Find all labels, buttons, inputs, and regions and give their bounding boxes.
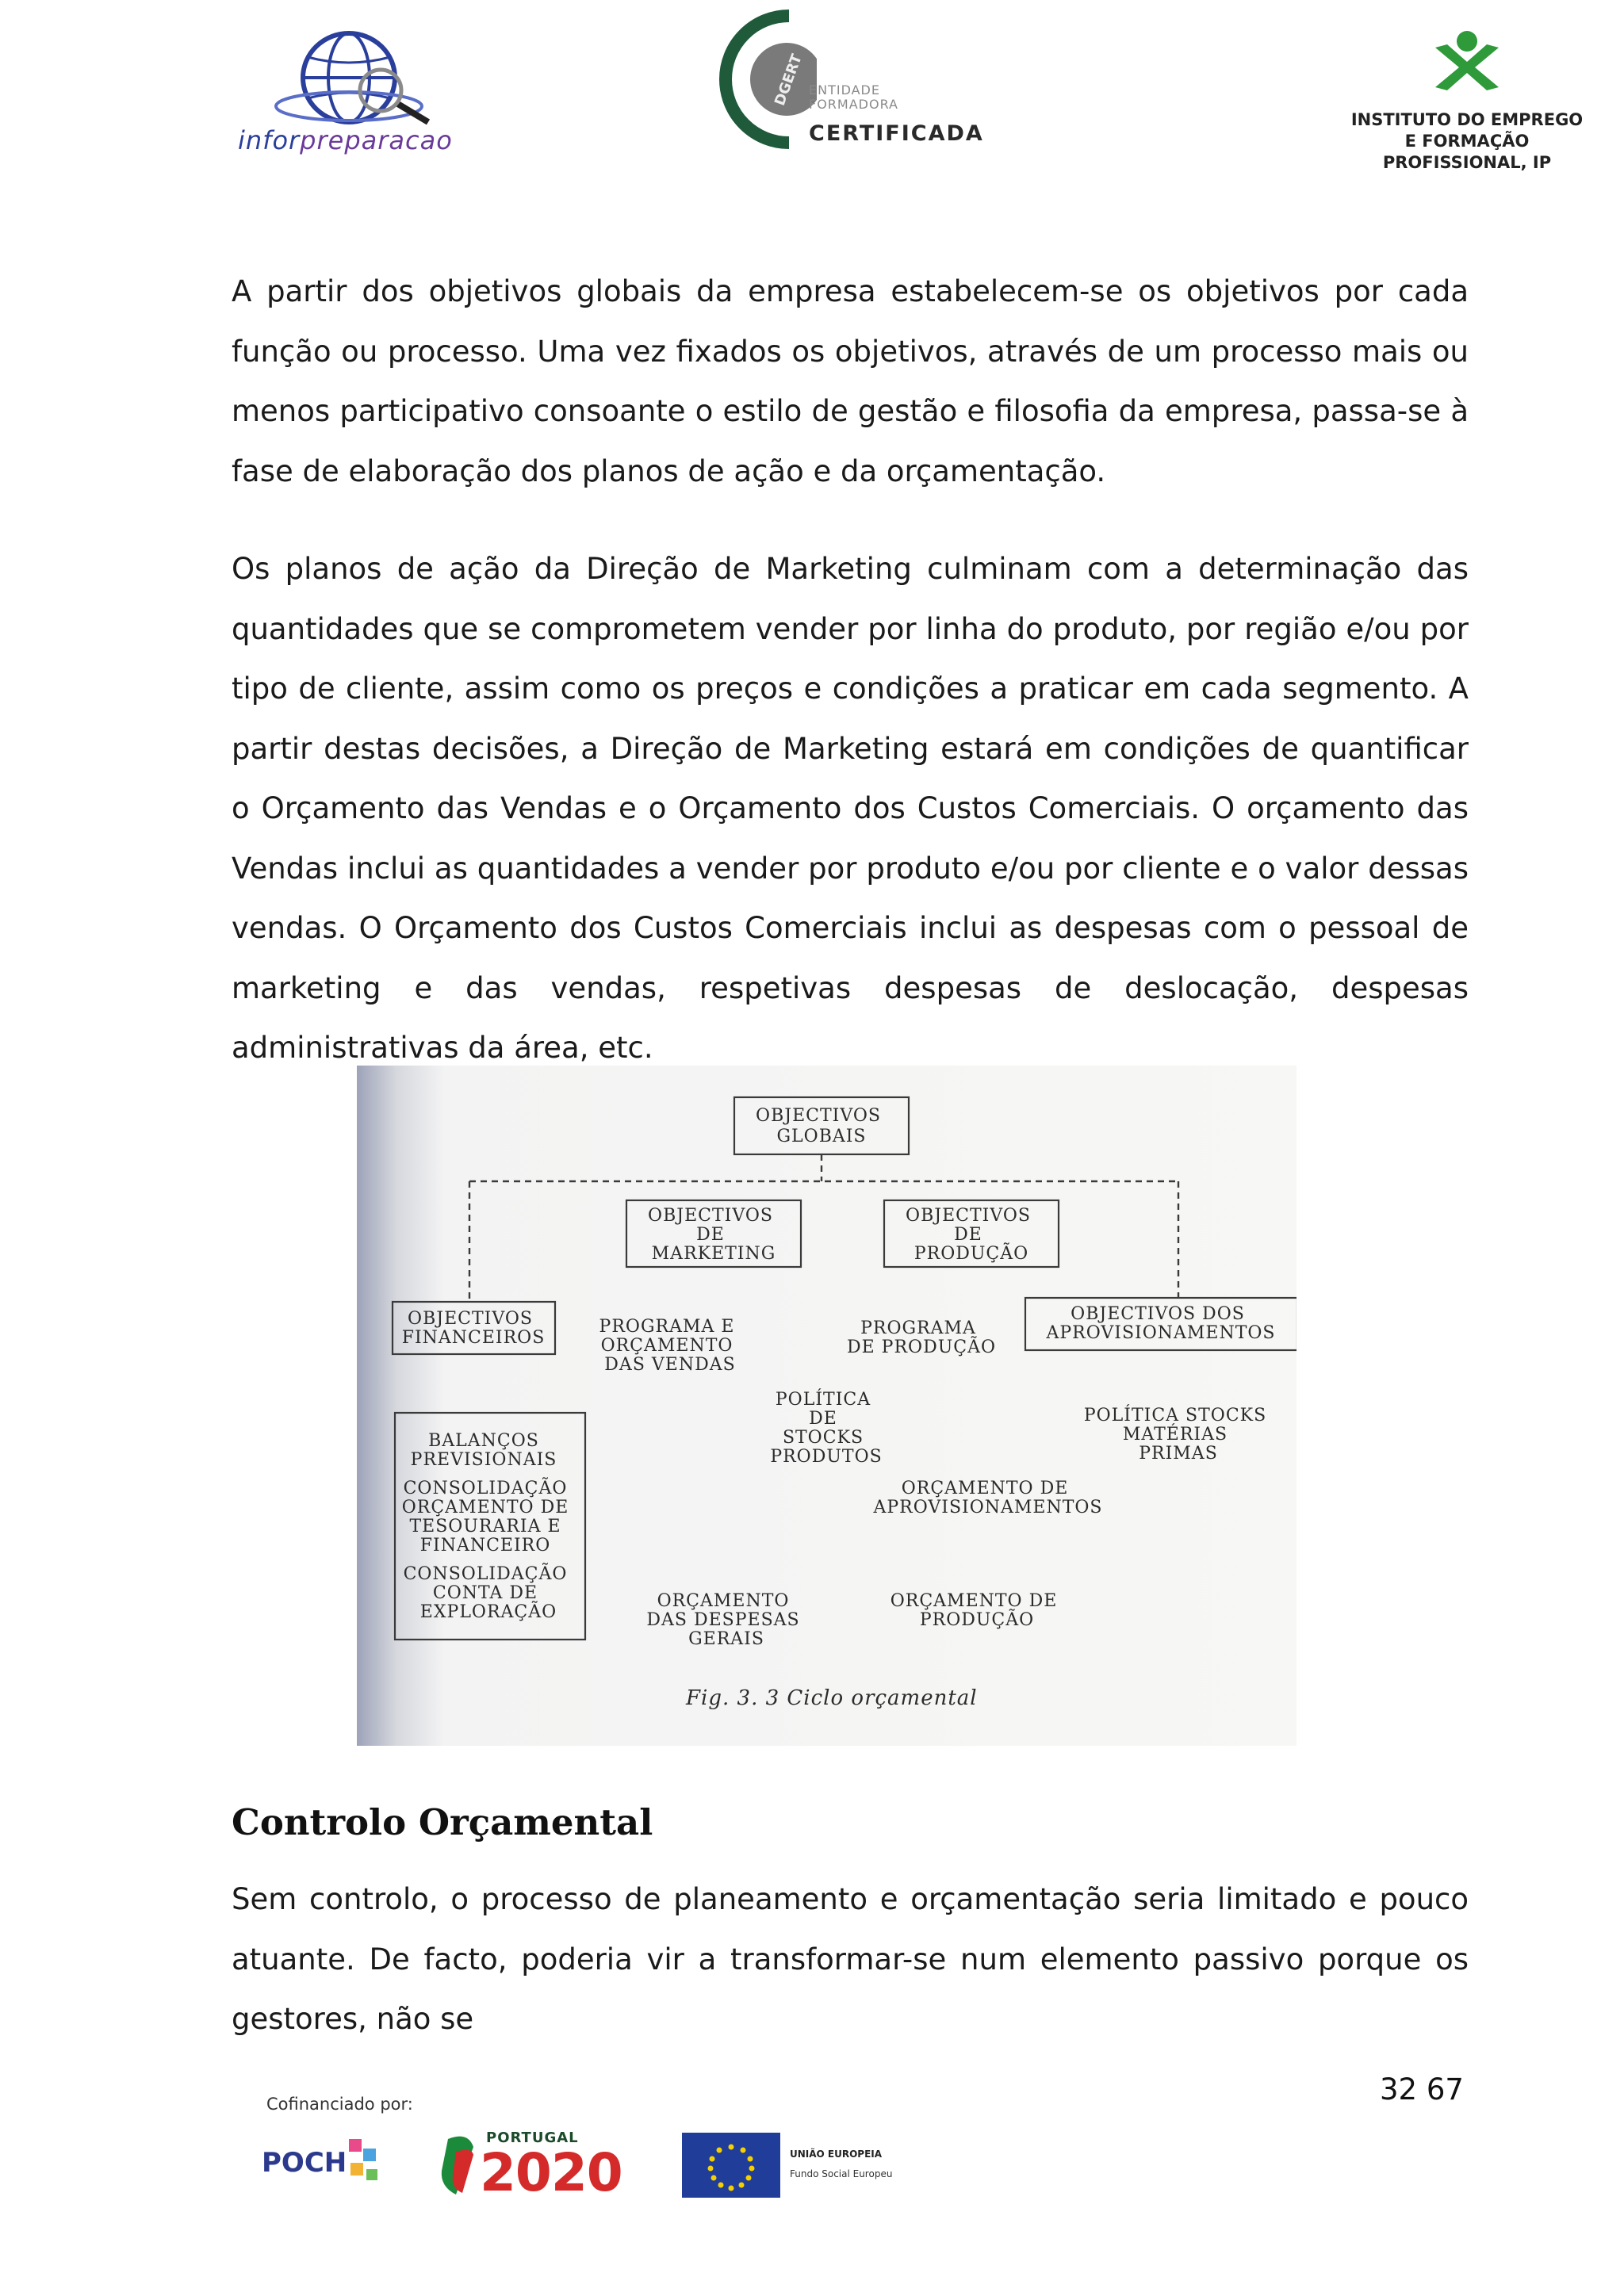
line: CONTA DE bbox=[432, 1583, 538, 1603]
line: GLOBAIS bbox=[776, 1127, 867, 1146]
portugal-text: PORTUGAL bbox=[486, 2130, 579, 2146]
figure-caption: Fig. 3. 3 Ciclo orçamental bbox=[686, 1686, 978, 1710]
label-orcamento-producao bbox=[891, 1591, 1064, 1630]
line: DAS DESPESAS bbox=[646, 1610, 800, 1630]
label-programa-orcamento-vendas bbox=[599, 1317, 741, 1375]
iefp-emblem-icon bbox=[1332, 24, 1602, 103]
label-politica-stocks-materias bbox=[1084, 1404, 1273, 1464]
label-objectivos-aprovisionamentos bbox=[1045, 1304, 1275, 1343]
line: APROVISIONAMENTOS bbox=[873, 1498, 1103, 1517]
body-paragraph-2: Os planos de ação da Direção de Marketing culminam com a determinação das quantidades que se comprometem vender por linha do produto, por região e/ou por tipo de cliente, assim como os preços e condições a praticar em cada segmento. A partir destas decisões, a Direção de Marketing estará em condições de quantificar o Orçamento das Vendas e o Orçamento dos Custos Comerciais. O orçamento das Vendas inclui as quantidades a vender por produto e/ou por cliente e o valor dessas vendas. O Orçamento dos Custos Comerciais inclui as despesas com o pessoal de marketing e das vendas, respetivas despesas de deslocação, despesas administrativas da área, etc. bbox=[232, 552, 1469, 1065]
line: OBJECTIVOS bbox=[648, 1206, 773, 1226]
cofinanciado-label: Cofinanciado por: bbox=[266, 2095, 413, 2114]
label-objectivos-producao bbox=[906, 1206, 1037, 1264]
line: PROGRAMA bbox=[860, 1318, 976, 1338]
line: OBJECTIVOS bbox=[906, 1206, 1031, 1226]
line: POLÍTICA STOCKS bbox=[1083, 1406, 1267, 1425]
globe-icon bbox=[238, 24, 468, 127]
line: CONSOLIDAÇÃO bbox=[403, 1479, 568, 1498]
line: PRODUTOS bbox=[770, 1447, 883, 1467]
line: OBJECTIVOS bbox=[756, 1106, 881, 1126]
dgert-line-2: FORMADORA bbox=[809, 97, 898, 112]
line: DE bbox=[809, 1409, 837, 1429]
iefp-line-2: E FORMAÇÃO PROFISSIONAL, IP bbox=[1382, 132, 1552, 172]
label-programa-producao bbox=[847, 1318, 996, 1357]
year-2020-text: 2020 bbox=[480, 2142, 622, 2203]
line: PROGRAMA E bbox=[599, 1317, 735, 1337]
label-orcamento-despesas bbox=[646, 1591, 806, 1649]
brand-part-infor: infor bbox=[238, 125, 301, 155]
line: ORÇAMENTO DE bbox=[401, 1498, 569, 1517]
inforpreparacao-logo bbox=[238, 24, 468, 163]
line: EXPLORAÇÃO bbox=[419, 1602, 557, 1622]
line: OBJECTIVOS bbox=[408, 1309, 533, 1329]
label-objectivos-marketing bbox=[648, 1206, 779, 1264]
body-paragraph-1: A partir dos objetivos globais da empresa estabelecem-se os objetivos por cada função ou processo. Uma vez fixados os objetivos, através de um processo mais ou menos participativo consoante o estilo de gestão e filosofia da empresa, passa-se à fase de elaboração dos planos de ação e da orçamentação. bbox=[232, 274, 1469, 488]
dgert-emblem-icon bbox=[714, 8, 817, 151]
poch-logo bbox=[262, 2125, 396, 2196]
line: ORÇAMENTO bbox=[600, 1336, 733, 1356]
line: BALANÇOS bbox=[428, 1431, 539, 1451]
section-paragraph: Sem controlo, o processo de planeamento e orçamentação seria limitado e pouco atuante. De facto, poderia vir a transformar-se num elemento passivo porque os gestores, não se bbox=[232, 1882, 1469, 2036]
portugal-emblem-icon bbox=[432, 2131, 480, 2202]
label-balancos-box bbox=[402, 1431, 576, 1622]
iefp-logo bbox=[1332, 24, 1602, 172]
dgert-badge-text: DGERT bbox=[771, 52, 806, 109]
line: PRODUÇÃO bbox=[919, 1610, 1035, 1630]
dgert-certificada: CERTIFICADA bbox=[809, 121, 984, 146]
brand-part-preparacao: preparacao bbox=[300, 125, 453, 155]
line: FINANCEIROS bbox=[401, 1328, 546, 1348]
eu-line-2: Fundo Social Europeu bbox=[790, 2168, 893, 2179]
page-number: 32 67 bbox=[1380, 2072, 1464, 2107]
label-objectivos-globais bbox=[756, 1106, 887, 1146]
dgert-logo bbox=[714, 8, 984, 151]
budget-cycle-figure bbox=[357, 1066, 1297, 1746]
section-heading: Controlo Orçamental bbox=[232, 1801, 653, 1843]
eu-logo bbox=[682, 2133, 904, 2198]
line: PRIMAS bbox=[1139, 1444, 1218, 1464]
line: STOCKS bbox=[782, 1428, 864, 1448]
poch-emblem-icon bbox=[262, 2125, 396, 2196]
iefp-line-1: INSTITUTO DO EMPREGO bbox=[1350, 110, 1584, 129]
label-politica-stocks-produtos bbox=[770, 1388, 882, 1467]
line: PREVISIONAIS bbox=[410, 1450, 557, 1470]
line: DE PRODUÇÃO bbox=[846, 1337, 997, 1357]
line: OBJECTIVOS DOS bbox=[1071, 1304, 1245, 1324]
budget-cycle-diagram bbox=[357, 1066, 1297, 1746]
eu-flag-icon bbox=[682, 2133, 780, 2198]
line: FINANCEIRO bbox=[419, 1536, 551, 1556]
line: ORÇAMENTO bbox=[657, 1591, 790, 1611]
label-orcamento-aprovisionamentos bbox=[872, 1479, 1102, 1517]
line: APROVISIONAMENTOS bbox=[1046, 1323, 1276, 1343]
portugal-2020-logo bbox=[432, 2126, 646, 2206]
line: ORÇAMENTO DE bbox=[890, 1591, 1058, 1611]
eu-line-1: UNIÃO EUROPEIA bbox=[790, 2149, 883, 2160]
label-objectivos-financeiros bbox=[402, 1309, 546, 1348]
line: POLÍTICA bbox=[775, 1390, 871, 1410]
line: MARKETING bbox=[651, 1244, 776, 1264]
line: GERAIS bbox=[688, 1629, 764, 1649]
line: DE bbox=[954, 1225, 982, 1245]
line: DE bbox=[696, 1225, 725, 1245]
line: MATÉRIAS bbox=[1122, 1425, 1228, 1445]
line: DAS VENDAS bbox=[604, 1355, 736, 1375]
line: TESOURARIA E bbox=[409, 1517, 561, 1536]
dgert-line-1: ENTIDADE bbox=[809, 82, 880, 98]
line: PRODUÇÃO bbox=[914, 1244, 1029, 1264]
poch-text: POCH bbox=[262, 2147, 347, 2179]
line: CONSOLIDAÇÃO bbox=[403, 1564, 568, 1584]
line: ORÇAMENTO DE bbox=[901, 1479, 1069, 1498]
